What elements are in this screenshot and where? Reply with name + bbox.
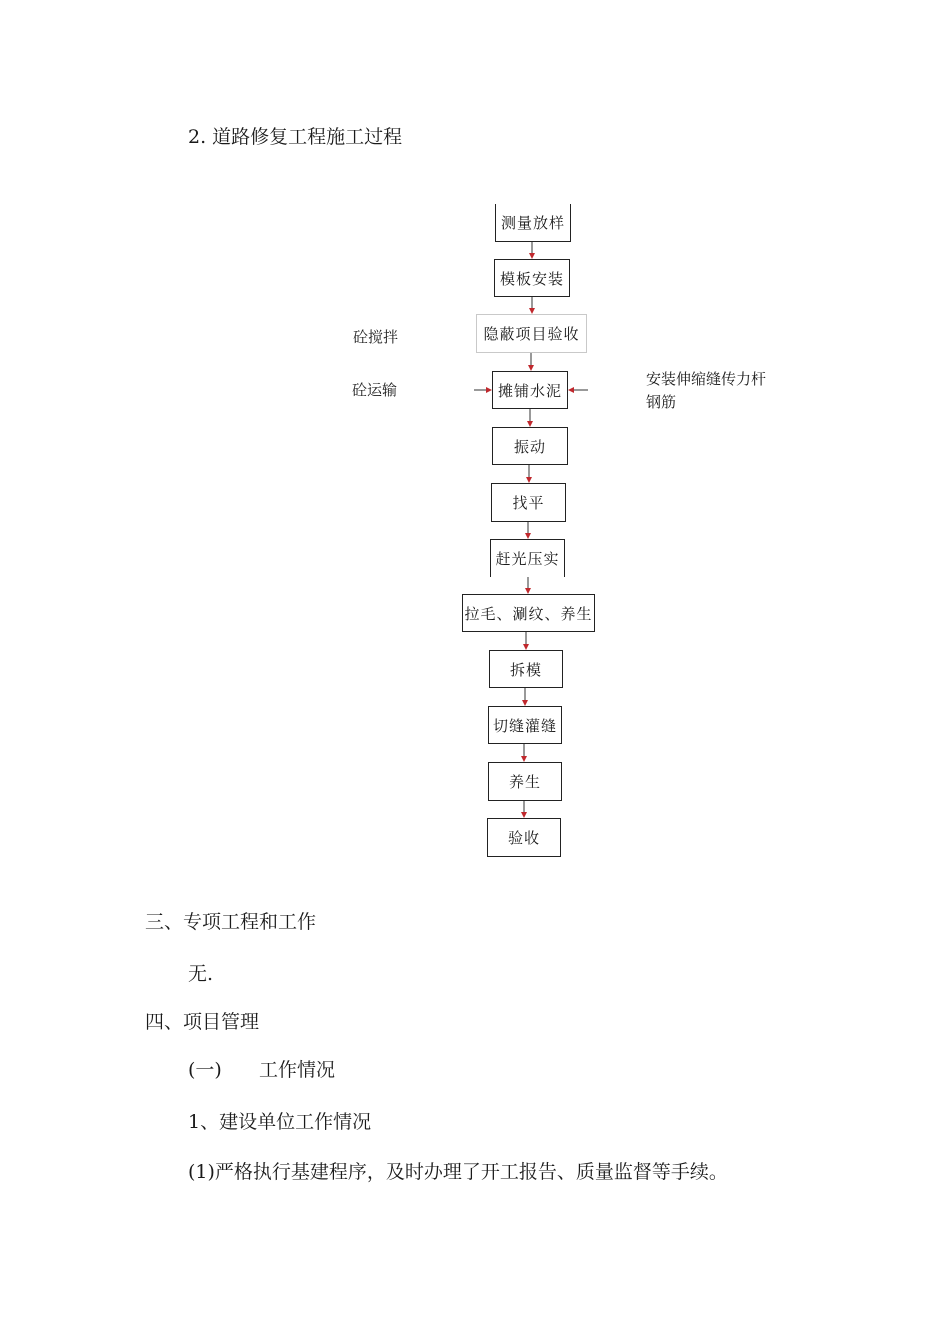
section-three-heading: 三、专项工程和工作 (145, 911, 317, 933)
section-three-content: 无. (188, 963, 214, 985)
flow-step-formwork: 模板安装 (494, 259, 570, 297)
section-four-heading: 四、项目管理 (145, 1011, 260, 1033)
item-owner-procedures: (1)严格执行基建程序，及时办理了开工报告、质量监督等手续。 (188, 1161, 728, 1183)
flow-step-survey: 测量放样 (495, 204, 571, 242)
input-dowel-bars-line1: 安装伸缩缝传力杆 (646, 370, 767, 388)
input-concrete-transport: 砼运输 (352, 381, 398, 399)
side-arrowhead-2 (568, 387, 574, 393)
flow-step-acceptance: 验收 (487, 818, 561, 857)
sub-heading-number: (一) (188, 1059, 222, 1081)
flow-step-vibrate: 振动 (492, 427, 568, 465)
item-owner-work-status: 1、建设单位工作情况 (188, 1111, 372, 1133)
section-heading-road-repair: 2. 道路修复工程施工过程 (188, 126, 403, 148)
flow-step-cut-seal-joints: 切缝灌缝 (488, 706, 562, 744)
input-concrete-mixing: 砼搅拌 (353, 328, 399, 346)
flow-step-curing: 养生 (488, 762, 562, 801)
flow-step-concealed-inspection: 隐蔽项目验收 (476, 314, 587, 353)
flow-step-level: 找平 (491, 483, 566, 522)
input-dowel-bars-line2: 钢筋 (646, 393, 677, 411)
flow-step-pave-cement: 摊铺水泥 (492, 371, 568, 409)
flow-step-remove-formwork: 拆模 (489, 650, 563, 688)
sub-heading-work-status: 工作情况 (259, 1059, 336, 1081)
flow-step-trowel-compact: 赶光压实 (490, 539, 565, 577)
flow-step-texture-cure: 拉毛、涮纹、养生 (462, 594, 595, 632)
